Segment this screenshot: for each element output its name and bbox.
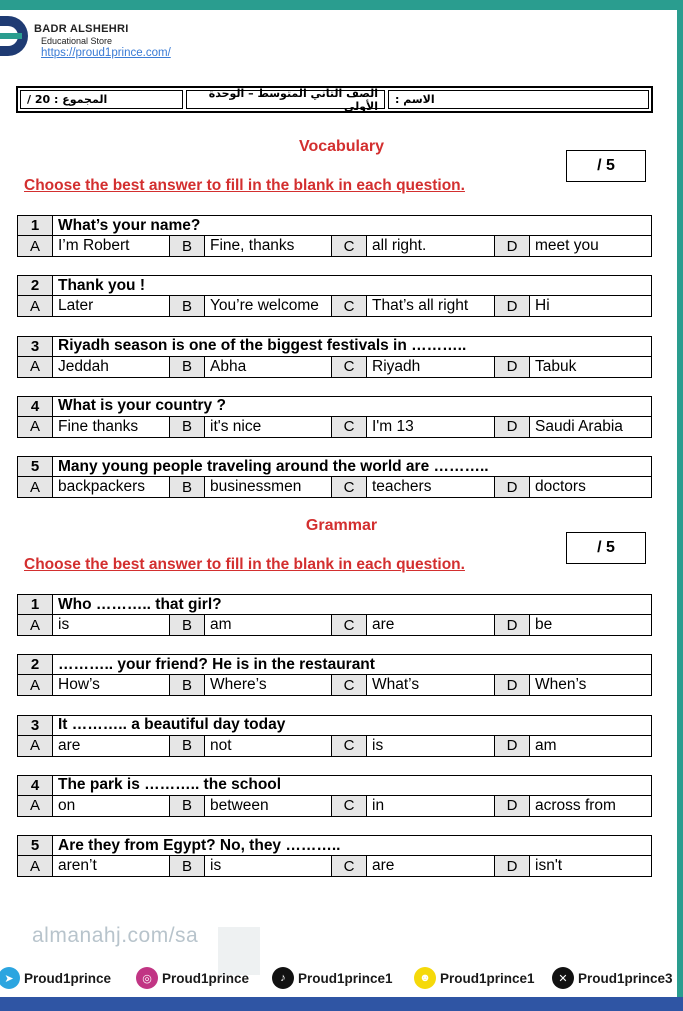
student-info-header (16, 86, 653, 113)
x-icon: ✕ (552, 967, 574, 989)
question-number: 2 (18, 655, 53, 674)
option-b[interactable]: it's nice (205, 417, 332, 437)
option-a[interactable]: is (53, 615, 170, 635)
vocabulary-question-4 (17, 396, 652, 438)
option-d[interactable]: Hi (535, 297, 550, 315)
option-letter-c[interactable]: C (332, 236, 367, 256)
class-unit-field: الصف الثاني المتوسط – الوحدة الأولى (186, 90, 385, 109)
option-a[interactable]: How’s (53, 675, 170, 695)
grammar-score-box: / 5 (566, 532, 646, 564)
brand-url-link[interactable]: https://proud1prince.com/ (41, 47, 171, 59)
grammar-question-5 (17, 835, 652, 877)
options-row (18, 615, 651, 635)
option-a[interactable]: Later (53, 296, 170, 316)
question-text: Who ……….. that girl? (58, 595, 222, 613)
social-label: Proud1prince3 (578, 970, 673, 986)
option-b[interactable]: You’re welcome (205, 296, 332, 316)
grammar-question-2 (17, 654, 652, 696)
option-letter-a[interactable]: A (18, 357, 53, 377)
option-letter-b[interactable]: B (170, 856, 205, 876)
options-row (18, 236, 651, 256)
social-label: Proud1prince (24, 970, 112, 986)
option-c[interactable]: are (367, 856, 495, 876)
option-d[interactable]: doctors (535, 478, 586, 496)
option-a[interactable]: backpackers (53, 477, 170, 497)
social-links-bar (0, 964, 683, 991)
grammar-question-4 (17, 775, 652, 817)
option-letter-c[interactable]: C (332, 615, 367, 635)
watermark-text: almanahj.com/sa (32, 924, 199, 947)
option-b[interactable]: Fine, thanks (205, 236, 332, 256)
option-a[interactable]: Fine thanks (53, 417, 170, 437)
option-letter-a[interactable]: A (18, 417, 53, 437)
grammar-instruction: Choose the best answer to fill in the blank in each question. (24, 556, 465, 573)
option-c[interactable]: That’s all right (367, 296, 495, 316)
option-letter-a[interactable]: A (18, 736, 53, 756)
question-number: 5 (18, 457, 53, 476)
option-b[interactable]: Where’s (205, 675, 332, 695)
question-number: 3 (18, 716, 53, 735)
snapchat-icon: ☻ (414, 967, 436, 989)
option-b[interactable]: businessmen (205, 477, 332, 497)
option-letter-c[interactable]: C (332, 417, 367, 437)
question-text: It ……….. a beautiful day today (58, 716, 286, 734)
option-c[interactable]: I'm 13 (367, 417, 495, 437)
social-link-5[interactable] (552, 967, 673, 989)
option-c[interactable]: is (367, 736, 495, 756)
option-letter-d[interactable]: D (495, 477, 530, 497)
question-number: 2 (18, 276, 53, 295)
question-row (18, 337, 651, 357)
option-d[interactable]: When’s (535, 676, 587, 694)
option-d[interactable]: Saudi Arabia (535, 417, 623, 435)
social-link-4[interactable] (414, 967, 535, 989)
option-letter-c[interactable]: C (332, 357, 367, 377)
question-text: Many young people traveling around the world are ……….. (58, 457, 489, 475)
option-letter-a[interactable]: A (18, 236, 53, 256)
option-b[interactable]: between (205, 796, 332, 816)
option-letter-b[interactable]: B (170, 236, 205, 256)
grammar-title: Grammar (305, 517, 378, 534)
option-letter-a[interactable]: A (18, 675, 53, 695)
option-a[interactable]: Jeddah (53, 357, 170, 377)
option-letter-d[interactable]: D (495, 357, 530, 377)
option-a[interactable]: I’m Robert (53, 236, 170, 256)
option-letter-c[interactable]: C (332, 856, 367, 876)
question-text: Thank you ! (58, 276, 145, 294)
social-label: Proud1prince1 (298, 970, 393, 986)
question-row (18, 776, 651, 796)
option-letter-a[interactable]: A (18, 615, 53, 635)
option-letter-b[interactable]: B (170, 357, 205, 377)
option-letter-b[interactable]: B (170, 675, 205, 695)
vocabulary-question-3 (17, 336, 652, 378)
option-letter-c[interactable]: C (332, 736, 367, 756)
question-row (18, 655, 651, 675)
option-letter-c[interactable]: C (332, 675, 367, 695)
option-letter-b[interactable]: B (170, 796, 205, 816)
option-letter-d[interactable]: D (495, 796, 530, 816)
option-letter-b[interactable]: B (170, 296, 205, 316)
question-row (18, 216, 651, 236)
grammar-question-3 (17, 715, 652, 757)
option-letter-b[interactable]: B (170, 615, 205, 635)
student-name-field[interactable]: الاسم : (388, 90, 649, 109)
vocabulary-question-5 (17, 456, 652, 498)
question-number: 1 (18, 216, 53, 235)
question-number: 3 (18, 337, 53, 356)
option-b[interactable]: Abha (205, 357, 332, 377)
question-row (18, 716, 651, 736)
options-row (18, 357, 651, 377)
top-accent-bar (0, 0, 683, 10)
option-c[interactable]: all right. (367, 236, 495, 256)
question-row (18, 397, 651, 417)
question-text: Are they from Egypt? No, they ……….. (58, 836, 341, 854)
tiktok-icon: ♪ (272, 967, 294, 989)
question-row (18, 457, 651, 477)
vocabulary-question-2 (17, 275, 652, 317)
option-letter-c[interactable]: C (332, 796, 367, 816)
option-b[interactable]: am (205, 615, 332, 635)
option-letter-d[interactable]: D (495, 615, 530, 635)
option-b[interactable]: not (205, 736, 332, 756)
option-letter-b[interactable]: B (170, 417, 205, 437)
brand-subtitle: Educational Store (41, 36, 113, 46)
question-number: 4 (18, 397, 53, 416)
question-number: 4 (18, 776, 53, 795)
option-letter-b[interactable]: B (170, 477, 205, 497)
option-letter-d[interactable]: D (495, 417, 530, 437)
question-number: 5 (18, 836, 53, 855)
social-label: Proud1prince1 (440, 970, 535, 986)
option-a[interactable]: are (53, 736, 170, 756)
option-letter-d[interactable]: D (495, 296, 530, 316)
bottom-accent-bar (0, 997, 683, 1011)
options-row (18, 856, 651, 876)
vocabulary-score-box: / 5 (566, 150, 646, 182)
options-row (18, 417, 651, 437)
option-d[interactable]: meet you (535, 237, 599, 254)
social-link-1[interactable] (0, 967, 111, 989)
question-text: What’s your name? (58, 216, 201, 234)
brand-name: BADR ALSHEHRI (34, 23, 129, 35)
option-d[interactable]: Tabuk (535, 357, 577, 375)
option-c[interactable]: in (367, 796, 495, 816)
option-d[interactable]: isn't (535, 857, 563, 875)
question-row (18, 836, 651, 856)
brand-block (34, 23, 171, 59)
question-text: What is your country ? (58, 397, 226, 415)
option-letter-a[interactable]: A (18, 796, 53, 816)
option-b[interactable]: is (205, 856, 332, 876)
instagram-icon: ◎ (136, 967, 158, 989)
social-label: Proud1prince (162, 970, 250, 986)
option-letter-d[interactable]: D (495, 856, 530, 876)
question-text: ……….. your friend? He is in the restaurant (58, 655, 375, 673)
option-c[interactable]: Riyadh (367, 357, 495, 377)
option-d[interactable]: be (535, 616, 553, 633)
social-link-2[interactable] (136, 967, 249, 989)
vocabulary-title: Vocabulary (298, 138, 385, 155)
options-row (18, 477, 651, 497)
question-text: Riyadh season is one of the biggest festivals in ……….. (58, 337, 467, 355)
option-c[interactable]: teachers (367, 477, 495, 497)
question-number: 1 (18, 595, 53, 614)
option-d[interactable]: am (535, 736, 557, 754)
option-letter-b[interactable]: B (170, 736, 205, 756)
options-row (18, 296, 651, 316)
option-letter-c[interactable]: C (332, 477, 367, 497)
option-a[interactable]: on (53, 796, 170, 816)
options-row (18, 736, 651, 756)
options-row (18, 796, 651, 816)
question-text: The park is ……….. the school (58, 776, 282, 794)
option-c[interactable]: are (367, 615, 495, 635)
total-score-field: المجموع : 20 / (20, 90, 183, 109)
option-letter-d[interactable]: D (495, 736, 530, 756)
option-d[interactable]: across from (535, 796, 616, 814)
option-letter-d[interactable]: D (495, 675, 530, 695)
vocabulary-question-1 (17, 215, 652, 257)
option-letter-a[interactable]: A (18, 477, 53, 497)
telegram-icon: ➤ (0, 967, 20, 989)
question-row (18, 276, 651, 296)
grammar-question-1 (17, 594, 652, 636)
social-link-3[interactable] (272, 967, 393, 989)
option-letter-c[interactable]: C (332, 296, 367, 316)
brand-logo-icon (0, 14, 32, 58)
option-letter-a[interactable]: A (18, 856, 53, 876)
option-letter-a[interactable]: A (18, 296, 53, 316)
option-c[interactable]: What’s (367, 675, 495, 695)
vocabulary-instruction: Choose the best answer to fill in the blank in each question. (24, 177, 465, 194)
option-a[interactable]: aren’t (53, 856, 170, 876)
question-row (18, 595, 651, 615)
option-letter-d[interactable]: D (495, 236, 530, 256)
options-row (18, 675, 651, 695)
